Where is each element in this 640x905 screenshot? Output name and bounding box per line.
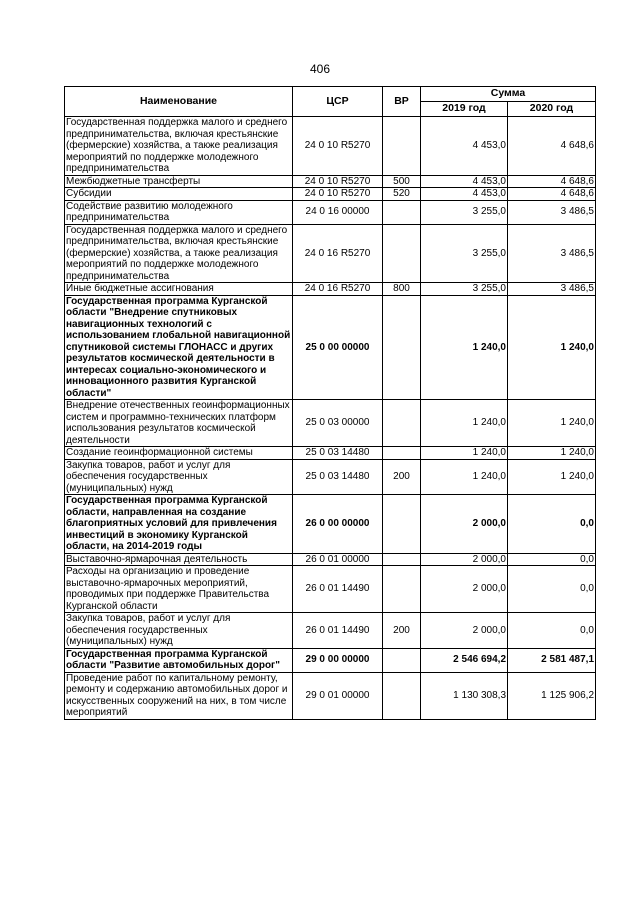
row-name: Содействие развитию молодежного предпринимательства [65, 200, 293, 224]
row-csr: 24 0 10 R5270 [293, 117, 383, 176]
row-sum-2019: 1 240,0 [421, 400, 508, 447]
page-number: 406 [309, 62, 331, 76]
row-vr [383, 200, 421, 224]
row-name: Создание геоинформационной системы [65, 447, 293, 460]
row-sum-2020: 1 240,0 [508, 295, 596, 400]
row-sum-2019: 3 255,0 [421, 283, 508, 296]
row-vr [383, 553, 421, 566]
table-row [65, 175, 596, 188]
row-sum-2020: 4 648,6 [508, 117, 596, 176]
row-sum-2020: 3 486,5 [508, 200, 596, 224]
row-sum-2020: 1 240,0 [508, 400, 596, 447]
row-sum-2019: 3 255,0 [421, 200, 508, 224]
row-sum-2020: 0,0 [508, 495, 596, 554]
row-csr: 25 0 00 00000 [293, 295, 383, 400]
row-vr: 200 [383, 613, 421, 649]
row-csr: 24 0 16 R5270 [293, 283, 383, 296]
header-sum: Сумма [421, 87, 596, 102]
row-vr: 200 [383, 459, 421, 495]
row-sum-2020: 1 240,0 [508, 459, 596, 495]
row-csr: 26 0 01 00000 [293, 553, 383, 566]
table-row [65, 117, 596, 176]
row-name: Внедрение отечественных геоинформационных систем и программно-технических платформ использования результатов космической деятельности [65, 400, 293, 447]
row-csr: 24 0 10 R5270 [293, 175, 383, 188]
row-csr: 25 0 03 14480 [293, 447, 383, 460]
row-name: Государственная поддержка малого и среднего предпринимательства, включая крестьянские (фермерские) хозяйства, а также реализация мероприятий по поддержке молодежного предпринимательства [65, 117, 293, 176]
row-sum-2020: 1 240,0 [508, 447, 596, 460]
row-sum-2019: 2 000,0 [421, 495, 508, 554]
row-sum-2019: 1 130 308,3 [421, 672, 508, 719]
row-sum-2019: 1 240,0 [421, 295, 508, 400]
row-vr [383, 224, 421, 283]
row-name: Субсидии [65, 188, 293, 201]
row-sum-2020: 4 648,6 [508, 175, 596, 188]
budget-table [64, 86, 596, 720]
row-sum-2020: 0,0 [508, 553, 596, 566]
table-row [65, 188, 596, 201]
table-row [65, 400, 596, 447]
row-vr [383, 447, 421, 460]
row-vr: 520 [383, 188, 421, 201]
header-2020: 2020 год [508, 102, 596, 117]
row-sum-2019: 1 240,0 [421, 447, 508, 460]
row-sum-2020: 4 648,6 [508, 188, 596, 201]
table-row [65, 672, 596, 719]
row-vr [383, 672, 421, 719]
row-vr [383, 566, 421, 613]
table-row [65, 224, 596, 283]
row-name: Государственная программа Курганской области "Развитие автомобильных дорог" [65, 648, 293, 672]
row-vr: 500 [383, 175, 421, 188]
row-sum-2019: 4 453,0 [421, 188, 508, 201]
row-csr: 25 0 03 00000 [293, 400, 383, 447]
row-name: Государственная программа Курганской области "Внедрение спутниковых навигационных технологий с использованием глобальной навигационной спутниковой системы ГЛОНАСС и других результатов космической деятельности в интересах социально-экономического и инновационного развития Курганской области" [65, 295, 293, 400]
table-row [65, 459, 596, 495]
header-vr: ВР [383, 87, 421, 117]
row-name: Иные бюджетные ассигнования [65, 283, 293, 296]
row-name: Закупка товаров, работ и услуг для обеспечения государственных (муниципальных) нужд [65, 613, 293, 649]
row-sum-2019: 1 240,0 [421, 459, 508, 495]
row-csr: 24 0 16 R5270 [293, 224, 383, 283]
row-sum-2020: 1 125 906,2 [508, 672, 596, 719]
table-row-program [65, 648, 596, 672]
table-row [65, 613, 596, 649]
row-sum-2020: 3 486,5 [508, 224, 596, 283]
row-csr: 29 0 00 00000 [293, 648, 383, 672]
table-row [65, 553, 596, 566]
table-row-program [65, 495, 596, 554]
row-name: Выставочно-ярмарочная деятельность [65, 553, 293, 566]
table-row [65, 200, 596, 224]
row-sum-2019: 4 453,0 [421, 117, 508, 176]
row-csr: 25 0 03 14480 [293, 459, 383, 495]
row-sum-2019: 2 000,0 [421, 613, 508, 649]
header-2019: 2019 год [421, 102, 508, 117]
row-sum-2020: 3 486,5 [508, 283, 596, 296]
row-csr: 24 0 16 00000 [293, 200, 383, 224]
row-name: Проведение работ по капитальному ремонту, ремонту и содержанию автомобильных дорог и искусственных сооружений на них, в том числе мероприятий [65, 672, 293, 719]
row-csr: 24 0 10 R5270 [293, 188, 383, 201]
row-vr: 800 [383, 283, 421, 296]
row-sum-2019: 2 000,0 [421, 553, 508, 566]
row-sum-2019: 2 546 694,2 [421, 648, 508, 672]
row-csr: 26 0 00 00000 [293, 495, 383, 554]
row-sum-2019: 4 453,0 [421, 175, 508, 188]
row-name: Государственная поддержка малого и среднего предпринимательства, включая крестьянские (фермерские) хозяйства, а также реализация мероприятий по поддержке молодежного предпринимательства [65, 224, 293, 283]
row-vr [383, 295, 421, 400]
row-sum-2019: 2 000,0 [421, 566, 508, 613]
row-csr: 29 0 01 00000 [293, 672, 383, 719]
table-row-program [65, 295, 596, 400]
row-name: Государственная программа Курганской области, направленная на создание благоприятных условий для привлечения инвестиций в экономику Курганской области, на 2014-2019 годы [65, 495, 293, 554]
row-sum-2020: 0,0 [508, 566, 596, 613]
row-name: Расходы на организацию и проведение выставочно-ярмарочных мероприятий, проводимых при поддержке Правительства Курганской области [65, 566, 293, 613]
table-row [65, 447, 596, 460]
header-csr: ЦСР [293, 87, 383, 117]
row-vr [383, 495, 421, 554]
row-csr: 26 0 01 14490 [293, 566, 383, 613]
row-name: Межбюджетные трансферты [65, 175, 293, 188]
row-sum-2020: 0,0 [508, 613, 596, 649]
row-sum-2019: 3 255,0 [421, 224, 508, 283]
row-vr [383, 648, 421, 672]
table-row [65, 566, 596, 613]
header-name: Наименование [65, 87, 293, 117]
row-vr [383, 400, 421, 447]
row-name: Закупка товаров, работ и услуг для обеспечения государственных (муниципальных) нужд [65, 459, 293, 495]
table-row [65, 283, 596, 296]
row-sum-2020: 2 581 487,1 [508, 648, 596, 672]
row-csr: 26 0 01 14490 [293, 613, 383, 649]
row-vr [383, 117, 421, 176]
